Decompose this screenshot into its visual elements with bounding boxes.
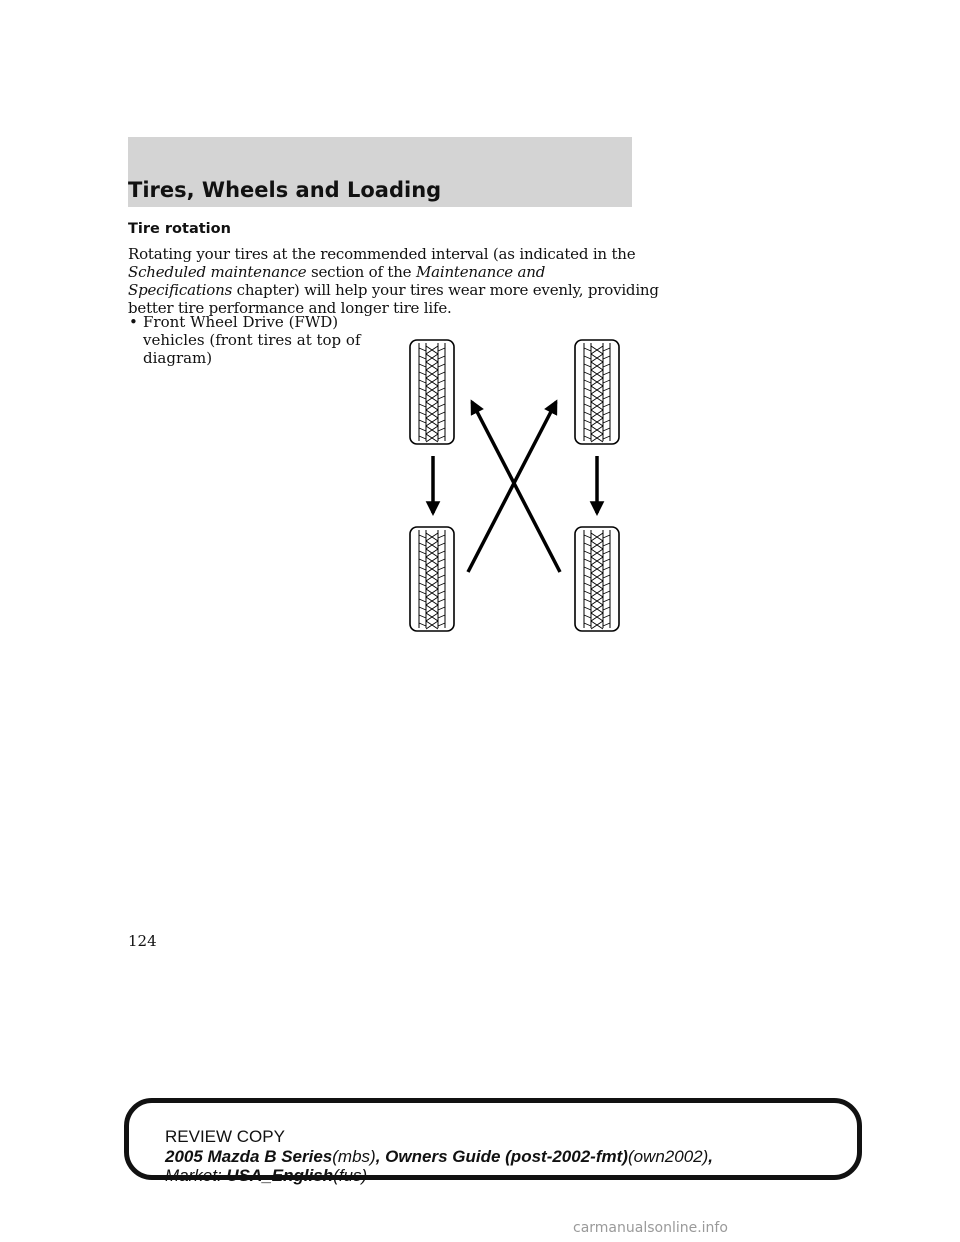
scheduled-maintenance-ref: Scheduled maintenance <box>128 263 307 281</box>
bullet-line-2: vehicles (front tires at top of <box>143 331 361 349</box>
paragraph-line-2: Scheduled maintenance section of the Maintenance and <box>128 263 546 281</box>
tire-rotation-heading: Tire rotation <box>128 221 231 237</box>
bullet-line-1: Front Wheel Drive (FWD) <box>143 313 339 331</box>
section-title: Tires, Wheels and Loading <box>128 178 442 202</box>
front-right-tire-icon <box>575 340 619 444</box>
review-market-line: Market: USA_English(fus) <box>165 1166 368 1185</box>
maintenance-specs-ref: Maintenance and <box>415 263 546 281</box>
paragraph-line-3: Specifications chapter) will help your tires wear more evenly, providing <box>128 281 659 299</box>
rear-left-tire-icon <box>410 527 454 631</box>
paragraph-line-1: Rotating your tires at the recommended interval (as indicated in the <box>128 245 636 263</box>
site-watermark: carmanualsonline.info <box>573 1220 728 1236</box>
tire-rotation-diagram <box>400 330 630 640</box>
paragraph-line-4: better tire performance and longer tire life. <box>128 299 452 317</box>
bullet-line-3: diagram) <box>143 349 213 367</box>
review-copy-label: REVIEW COPY <box>165 1127 285 1146</box>
arrow-rear-left-to-front-right <box>468 402 556 572</box>
page-number: 124 <box>128 932 157 950</box>
specifications-ref: Specifications <box>128 281 233 299</box>
rear-right-tire-icon <box>575 527 619 631</box>
bullet-icon: • <box>129 313 138 331</box>
review-model-line: 2005 Mazda B Series(mbs), Owners Guide (post-2002-fmt)(own2002), <box>165 1147 713 1166</box>
arrow-rear-right-to-front-left <box>472 402 560 572</box>
front-left-tire-icon <box>410 340 454 444</box>
